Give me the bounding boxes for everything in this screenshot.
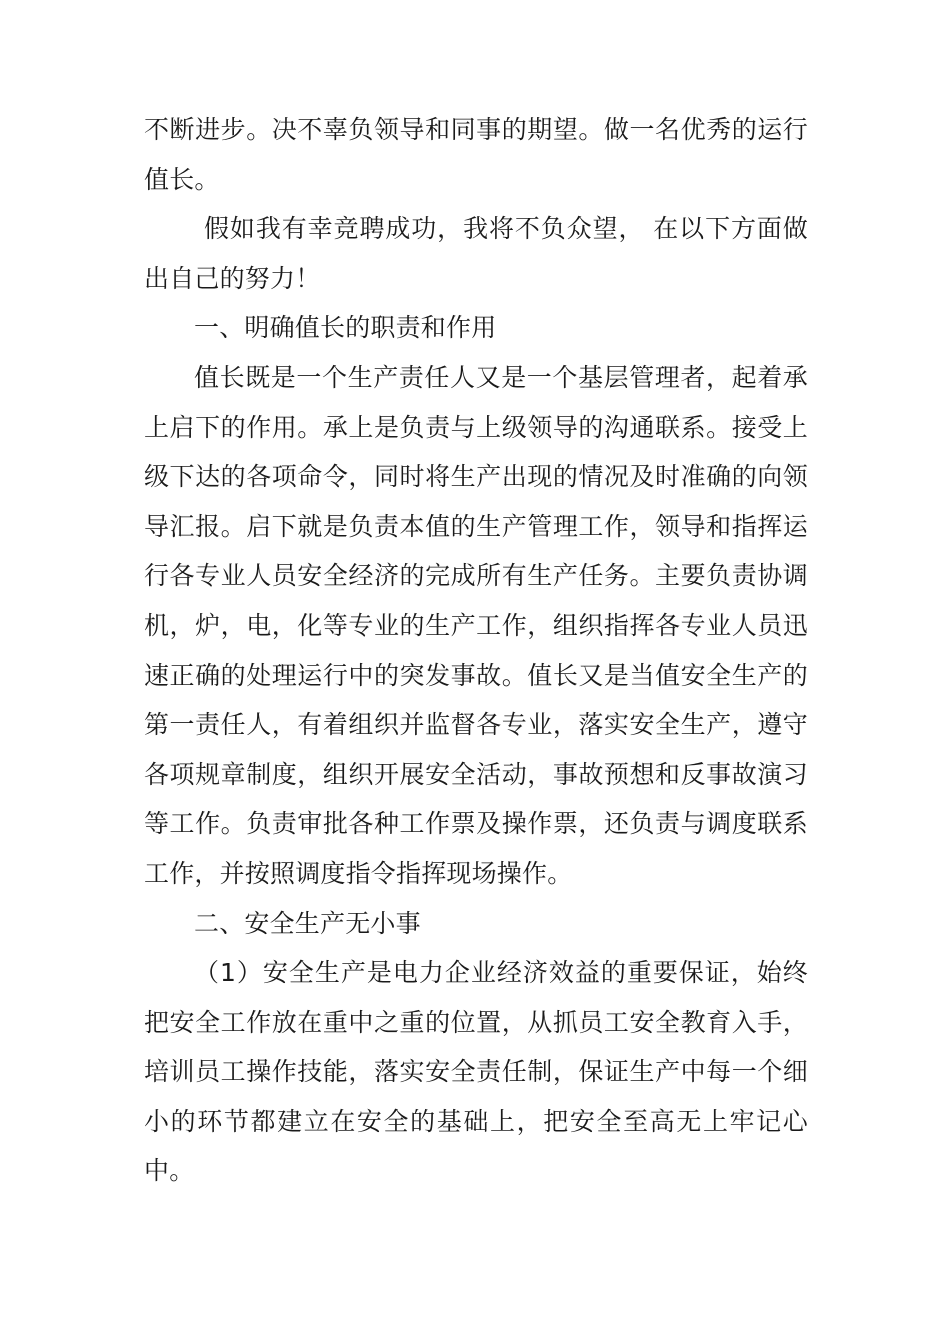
section-heading-2: 二、安全生产无小事 (194, 908, 421, 938)
document-body (144, 105, 808, 1196)
paragraph-commitment: 假如我有幸竞聘成功，我将不负众望， 在以下方面做出自己的努力！ (144, 214, 808, 293)
section-heading-1: 一、明确值长的职责和作用 (194, 313, 497, 343)
paragraph-continuation: 不断进步。决不辜负领导和同事的期望。做一名优秀的运行值长。 (144, 115, 808, 194)
paragraph-safety-1: （1）安全生产是电力企业经济效益的重要保证，始终把安全工作放在重中之重的位置，从抓员工安全教育入手，培训员工操作技能，落实安全责任制，保证生产中每一个细小的环节都建立在安全的基础上，把安全至高无上牢记心中。 (144, 958, 808, 1186)
paragraph-duties: 值长既是一个生产责任人又是一个基层管理者，起着承上启下的作用。承上是负责与上级领导的沟通联系。接受上级下达的各项命令，同时将生产出现的情况及时准确的向领导汇报。启下就是负责本值的生产管理工作，领导和指挥运行各专业人员安全经济的完成所有生产任务。主要负责协调机，炉，电，化等专业的生产工作，组织指挥各专业人员迅速正确的处理运行中的突发事故。值长又是当值安全生产的第一责任人，有着组织并监督各专业，落实安全生产，遵守各项规章制度，组织开展安全活动，事故预想和反事故演习等工作。负责审批各种工作票及操作票，还负责与调度联系工作，并按照调度指令指挥现场操作。 (144, 362, 808, 888)
